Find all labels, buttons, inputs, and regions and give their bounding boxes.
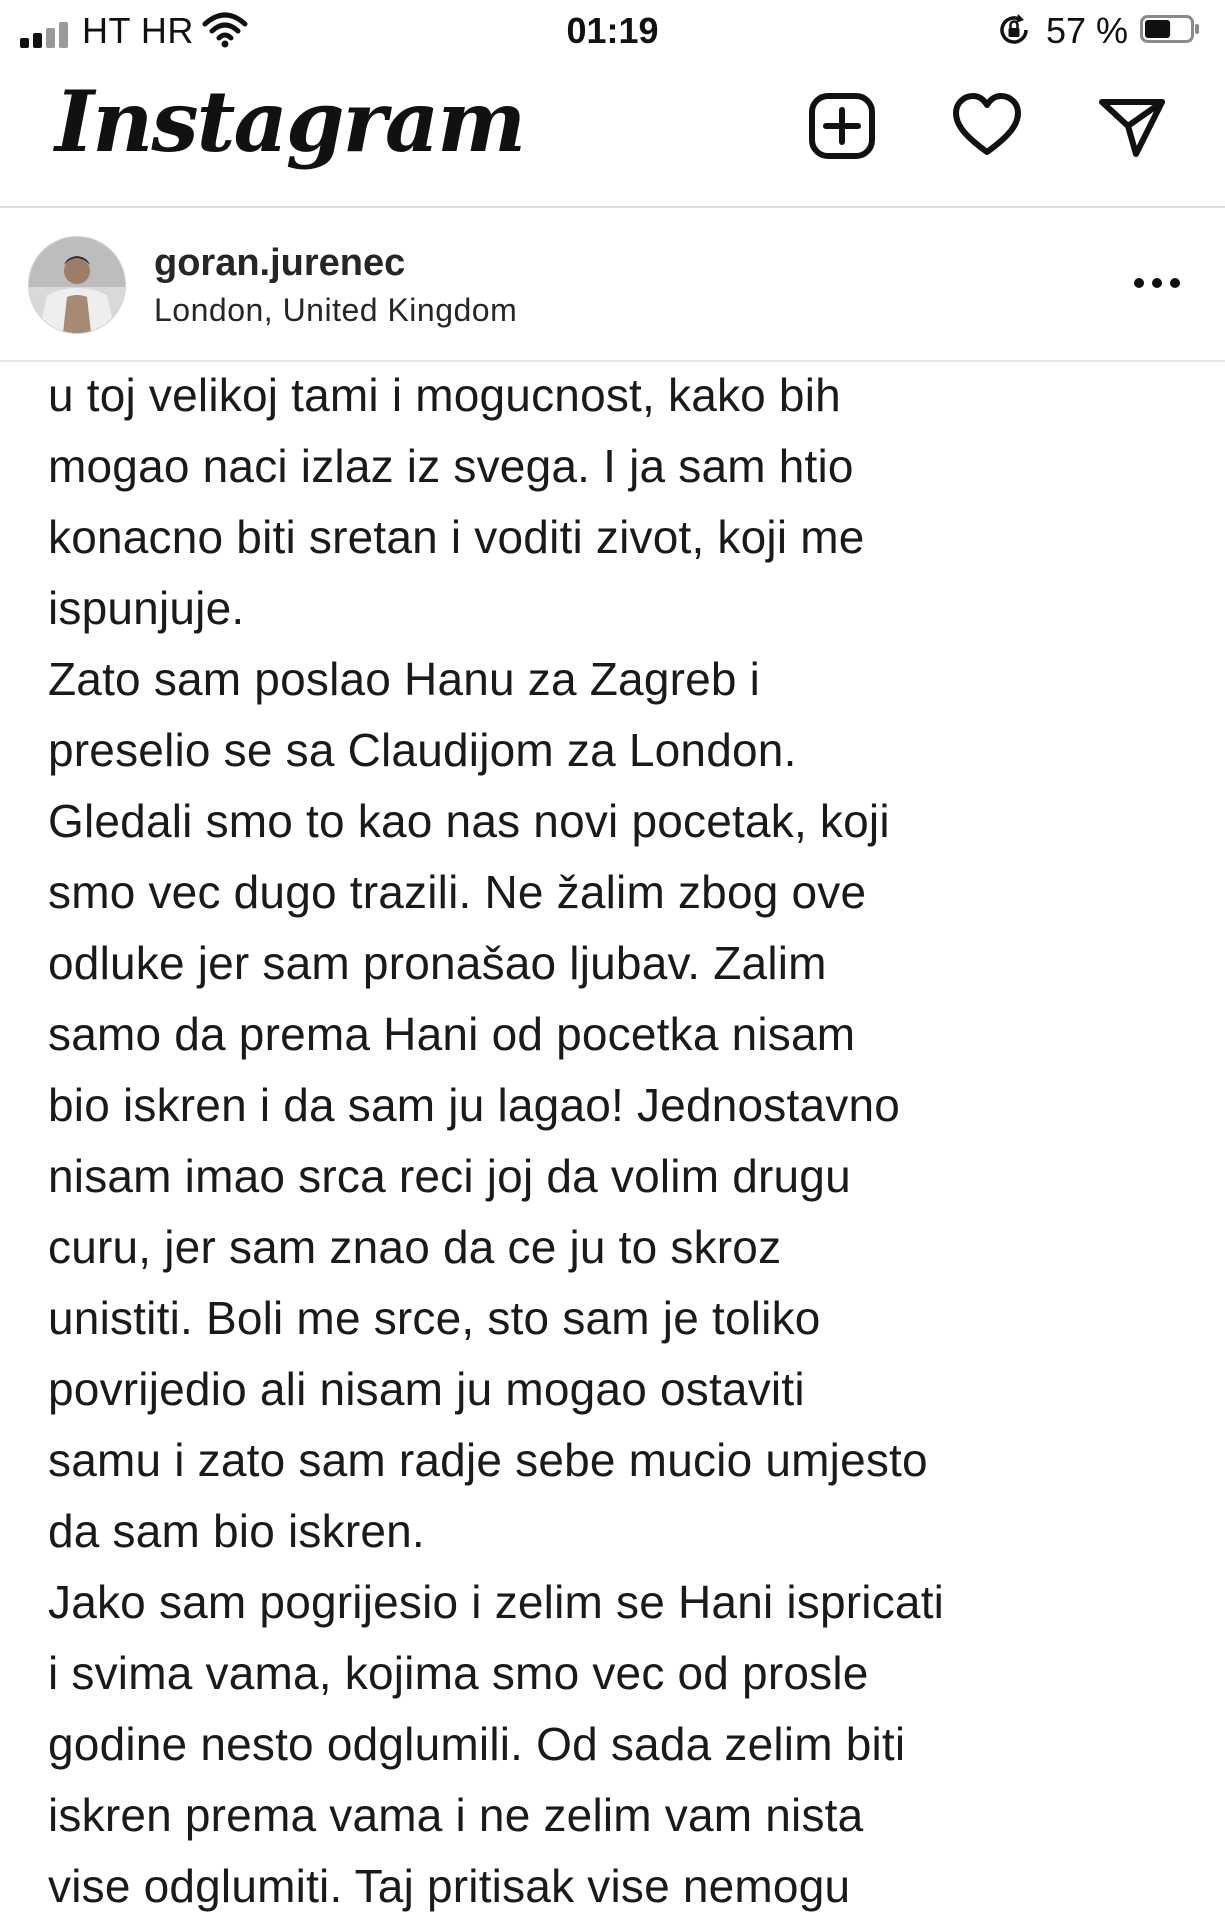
direct-message-icon[interactable] <box>1096 90 1168 162</box>
caption-line: da sam bio iskren. <box>48 1505 425 1557</box>
post-location[interactable]: London, United Kingdom <box>154 292 518 328</box>
caption-line: preselio se sa Claudijom za London. <box>48 724 797 776</box>
caption-line: curu, jer sam znao da ce ju to skroz <box>48 1221 782 1273</box>
status-bar <box>0 0 1225 62</box>
caption-line: godine nesto odglumili. Od sada zelim biti <box>48 1718 906 1770</box>
rotation-lock-icon <box>996 12 1032 48</box>
caption-line: Zato sam poslao Hanu za Zagreb i <box>48 653 761 705</box>
heart-icon[interactable] <box>951 90 1023 162</box>
caption-line: Gledali smo to kao nas novi pocetak, koji <box>48 795 890 847</box>
caption-line: samo da prema Hani od pocetka nisam <box>48 1008 856 1060</box>
caption-line: odluke jer sam pronašao ljubav. Zalim <box>48 937 827 989</box>
post-caption <box>48 360 1168 1920</box>
caption-line: bio iskren i da sam ju lagao! Jednostavno <box>48 1079 901 1131</box>
caption-line: unistiti. Boli me srce, sto sam je toliko <box>48 1292 821 1344</box>
caption-line: konacno biti sretan i voditi zivot, koji me <box>48 511 865 563</box>
caption-line: smo vec dugo trazili. Ne žalim zbog ove <box>48 866 867 918</box>
caption-line: i svima vama, kojima smo vec od prosle <box>48 1647 869 1699</box>
caption-line: povrijedio ali nisam ju mogao ostaviti <box>48 1363 805 1415</box>
battery-percent: 57 % <box>1046 10 1129 51</box>
carrier-label: HT HR <box>82 10 194 51</box>
post-header <box>0 206 1225 362</box>
avatar-image <box>29 237 125 333</box>
add-post-icon[interactable] <box>806 90 878 162</box>
caption-line: Jako sam pogrijesio i zelim se Hani ispricati <box>48 1576 945 1628</box>
caption-line: samu i zato sam radje sebe mucio umjesto <box>48 1434 928 1486</box>
battery-icon <box>1140 15 1200 43</box>
avatar[interactable] <box>28 236 126 334</box>
caption-line: ispunjuje. <box>48 582 245 634</box>
instagram-logo[interactable]: Instagram <box>55 72 525 171</box>
caption-line: iskren prema vama i ne zelim vam nista <box>48 1789 864 1841</box>
post-username[interactable]: goran.jurenec <box>154 242 406 284</box>
caption-line: mogao naci izlaz iz svega. I ja sam htio <box>48 440 854 492</box>
app-header <box>0 62 1225 208</box>
caption-line: u toj velikoj tami i mogucnost, kako bih <box>48 369 841 421</box>
more-options-icon[interactable] <box>1130 268 1186 298</box>
caption-line: nisam imao srca reci joj da volim drugu <box>48 1150 851 1202</box>
caption-line: vise odglumiti. Taj pritisak vise nemogu <box>48 1860 851 1912</box>
status-time: 01:19 <box>566 10 659 51</box>
